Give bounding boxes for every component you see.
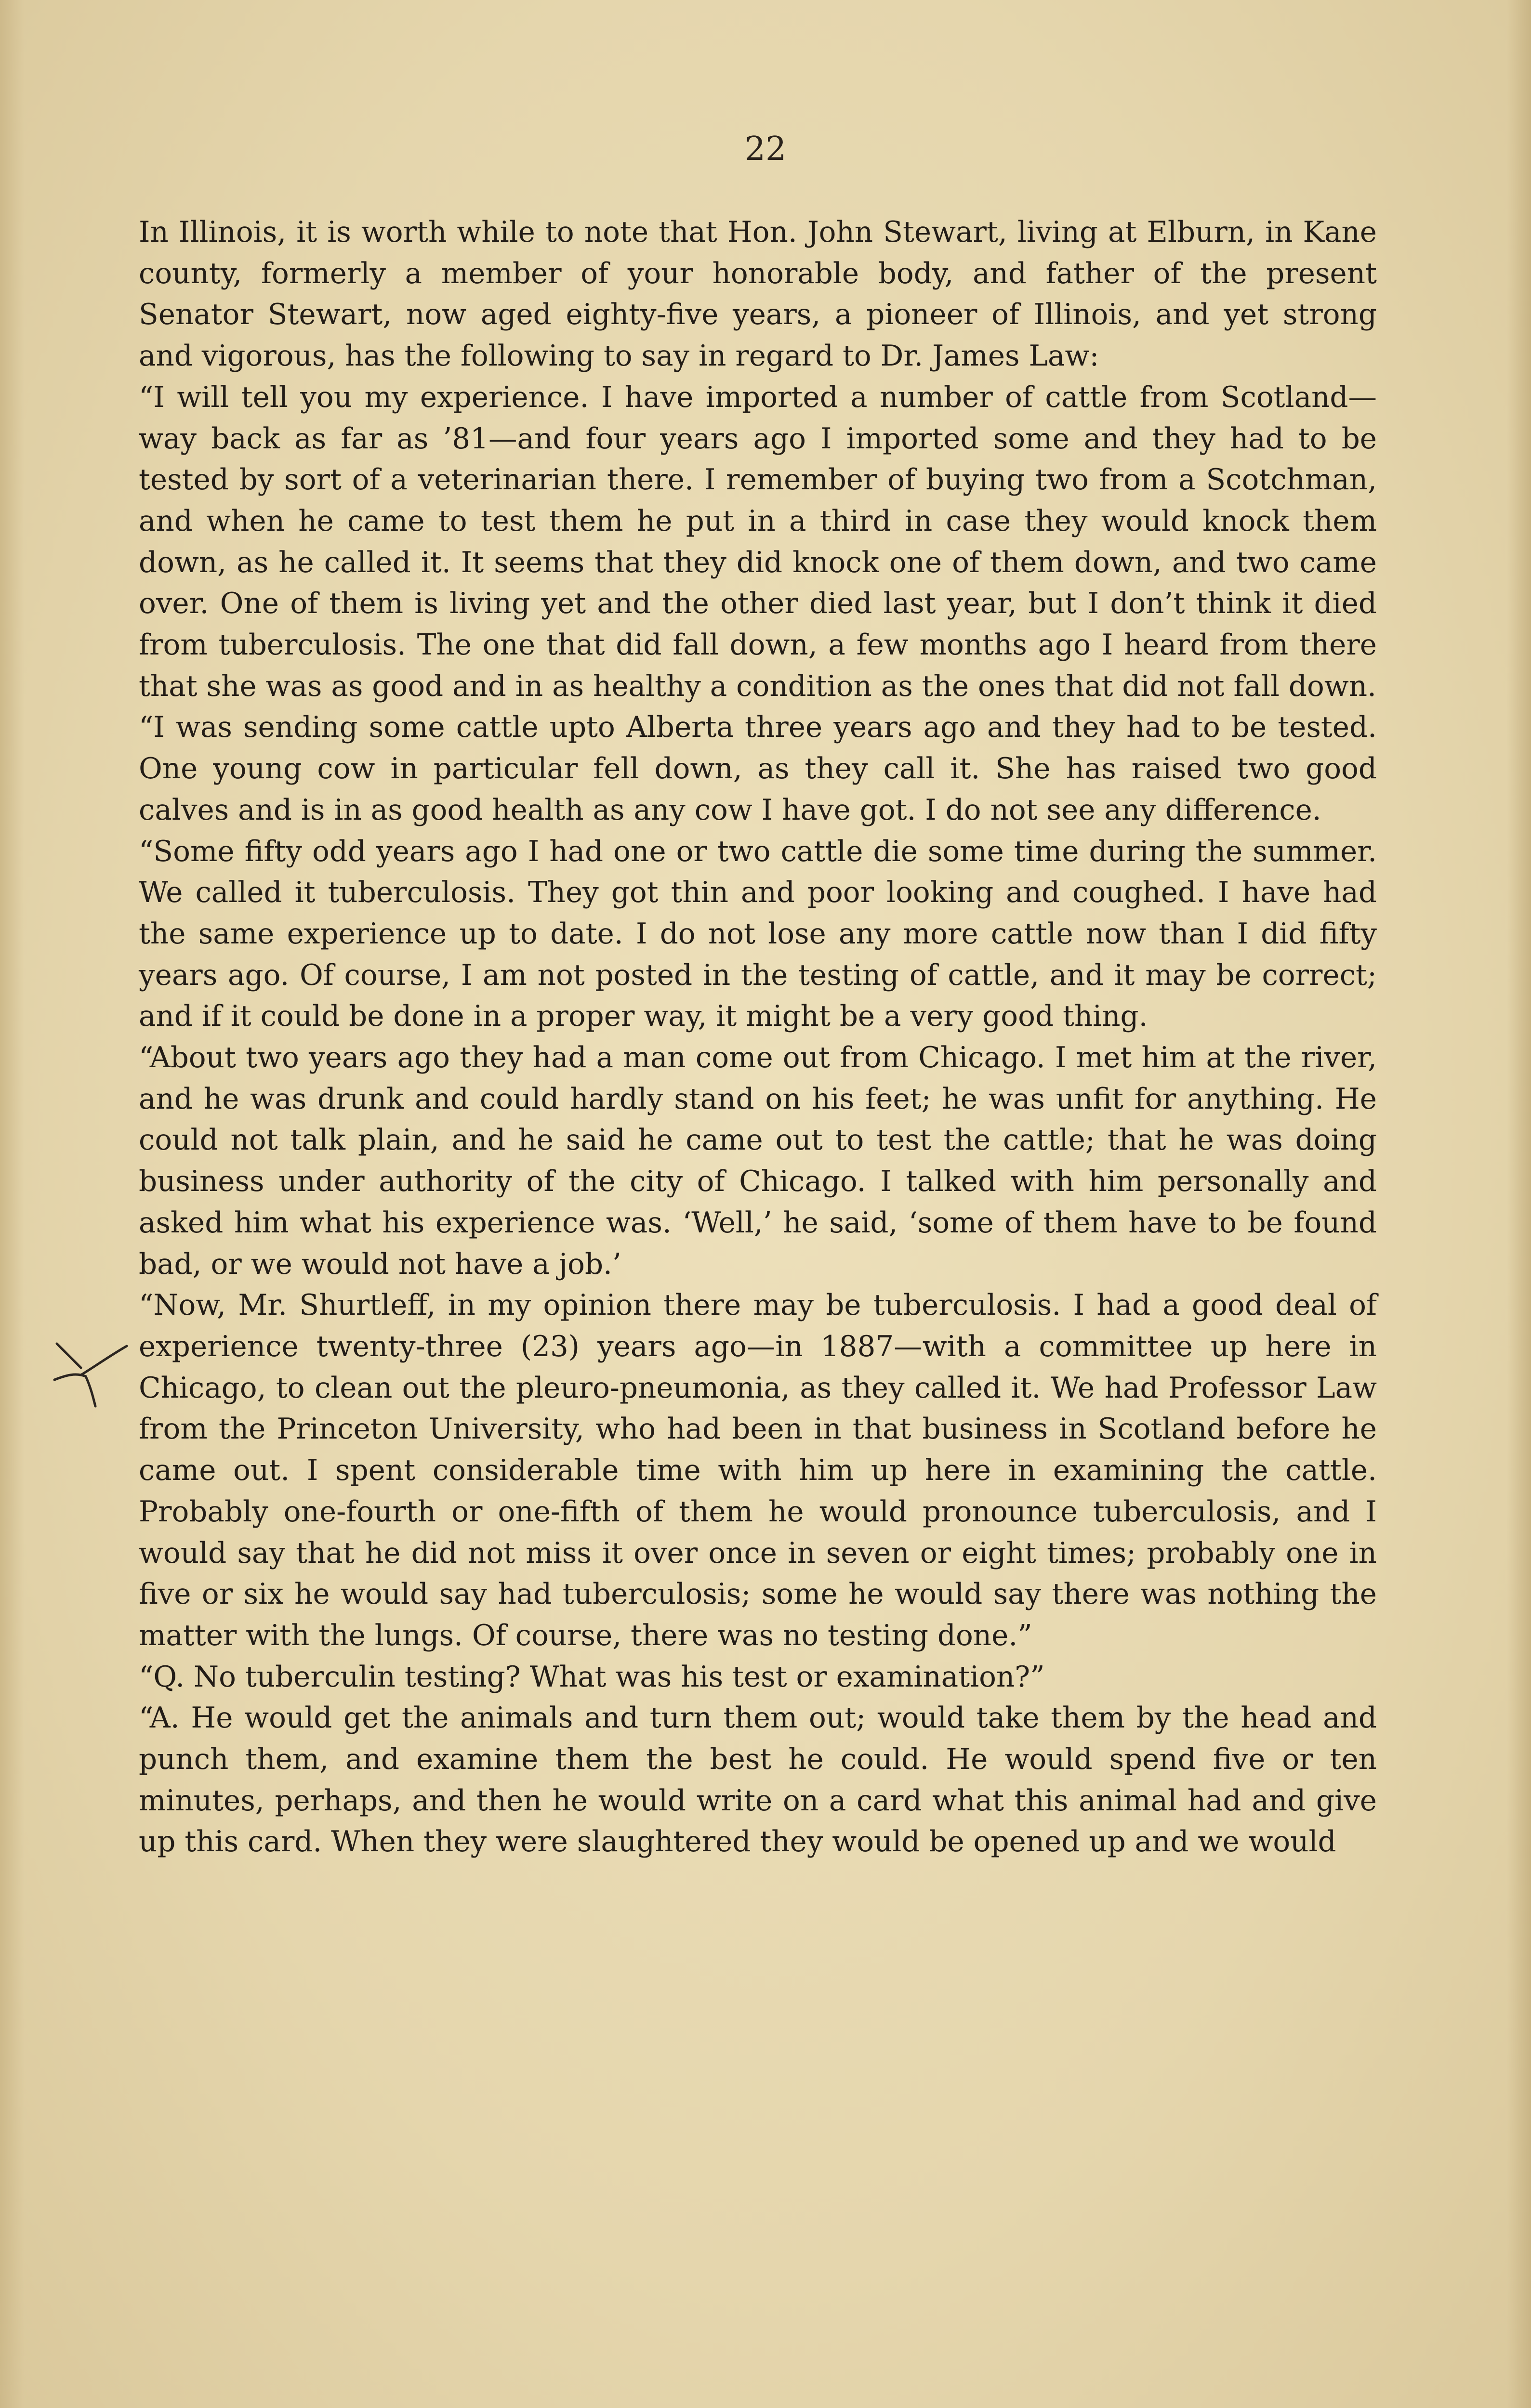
paragraph-answer: “A. He would get the animals and turn them out; would take them by the head and punch them, and examine them the best he could. He would spend five or ten minutes, perhaps, and then he would write on a card what this animal had and give up this card. When they were slaughtered they would be opened up and we would [139, 1701, 1377, 1859]
paragraph-shurtleff: “Now, Mr. Shurtleff, in my opinion there may be tuberculosis. I had a good deal of experience twenty-three (23) years ago—in 1887—with a committee up here in Chicago, to clean out the pleuro-pneumonia, as they called it. We had Professor Law from the Princeton University, who had been in that business in Scotland before he came out. I spent considerable time with him up here in examining the cattle. Probably one-fourth or one-fifth of them he would pronounce tuberculosis, and I would say that he did not miss it over once in seven or eight times; probably one in five or six he would say had tuberculosis; some he would say there was nothing the matter with the lungs. Of course, there was no testing done.” [139, 1289, 1377, 1652]
paragraph-intro: In Illinois, it is worth while to note that Hon. John Stewart, living at Elburn, in Kane county, formerly a member of your honorable body, and father of the present Senator Stewart, now aged eighty-five years, a pioneer of Illinois, and yet strong and vigorous, has the following to say in regard to Dr. James Law: [139, 216, 1377, 373]
handwritten-margin-mark-icon [47, 1334, 129, 1411]
paragraph-chicago-man: “About two years ago they had a man come out from Chicago. I met him at the river, and he was drunk and could hardly stand on his feet; he was unfit for anything. He could not talk plain, and he said he came out to test the cattle; that he was doing business under authority of the city of Chicago. I talked with him personally and asked him what his experience was. ‘Well,’ he said, ‘some of them have to be found bad, or we would not have a job.’ [139, 1041, 1377, 1281]
paragraph-question: “Q. No tuberculin testing? What was his test or examination?” [139, 1660, 1045, 1694]
page-number: 22 [744, 130, 787, 168]
paragraph-alberta: “I was sending some cattle upto Alberta three years ago and they had to be tested. One young cow in particular fell down, as they call it. She has raised two good calves and is in as good health as any cow I have got. I do not see any difference. [139, 711, 1377, 827]
paragraph-fifty-years: “Some fifty odd years ago I had one or two cattle die some time during the summer. We called it tuberculosis. They got thin and poor looking and coughed. I have had the same experience up to date. I do not lose any more cattle now than I did fifty years ago. Of course, I am not posted in the testing of cattle, and it may be correct; and if it could be done in a proper way, it might be a very good thing. [139, 835, 1377, 1034]
page-body-text [139, 212, 1377, 1863]
left-page-edge [0, 0, 24, 2408]
right-page-edge [1507, 0, 1531, 2408]
paragraph-experience: “I will tell you my experience. I have imported a number of cattle from Scotland—way back as far as ’81—and four years ago I imported some and they had to be tested by sort of a veterinarian there. I remember of buying two from a Scotchman, and when he came to test them he put in a third in case they would knock them down, as he called it. It seems that they did knock one of them down, and two came over. One of them is living yet and the other died last year, but I don’t think it died from tuberculosis. The one that did fall down, a few months ago I heard from there that she was as good and in as healthy a condition as the ones that did not fall down. [139, 380, 1377, 703]
